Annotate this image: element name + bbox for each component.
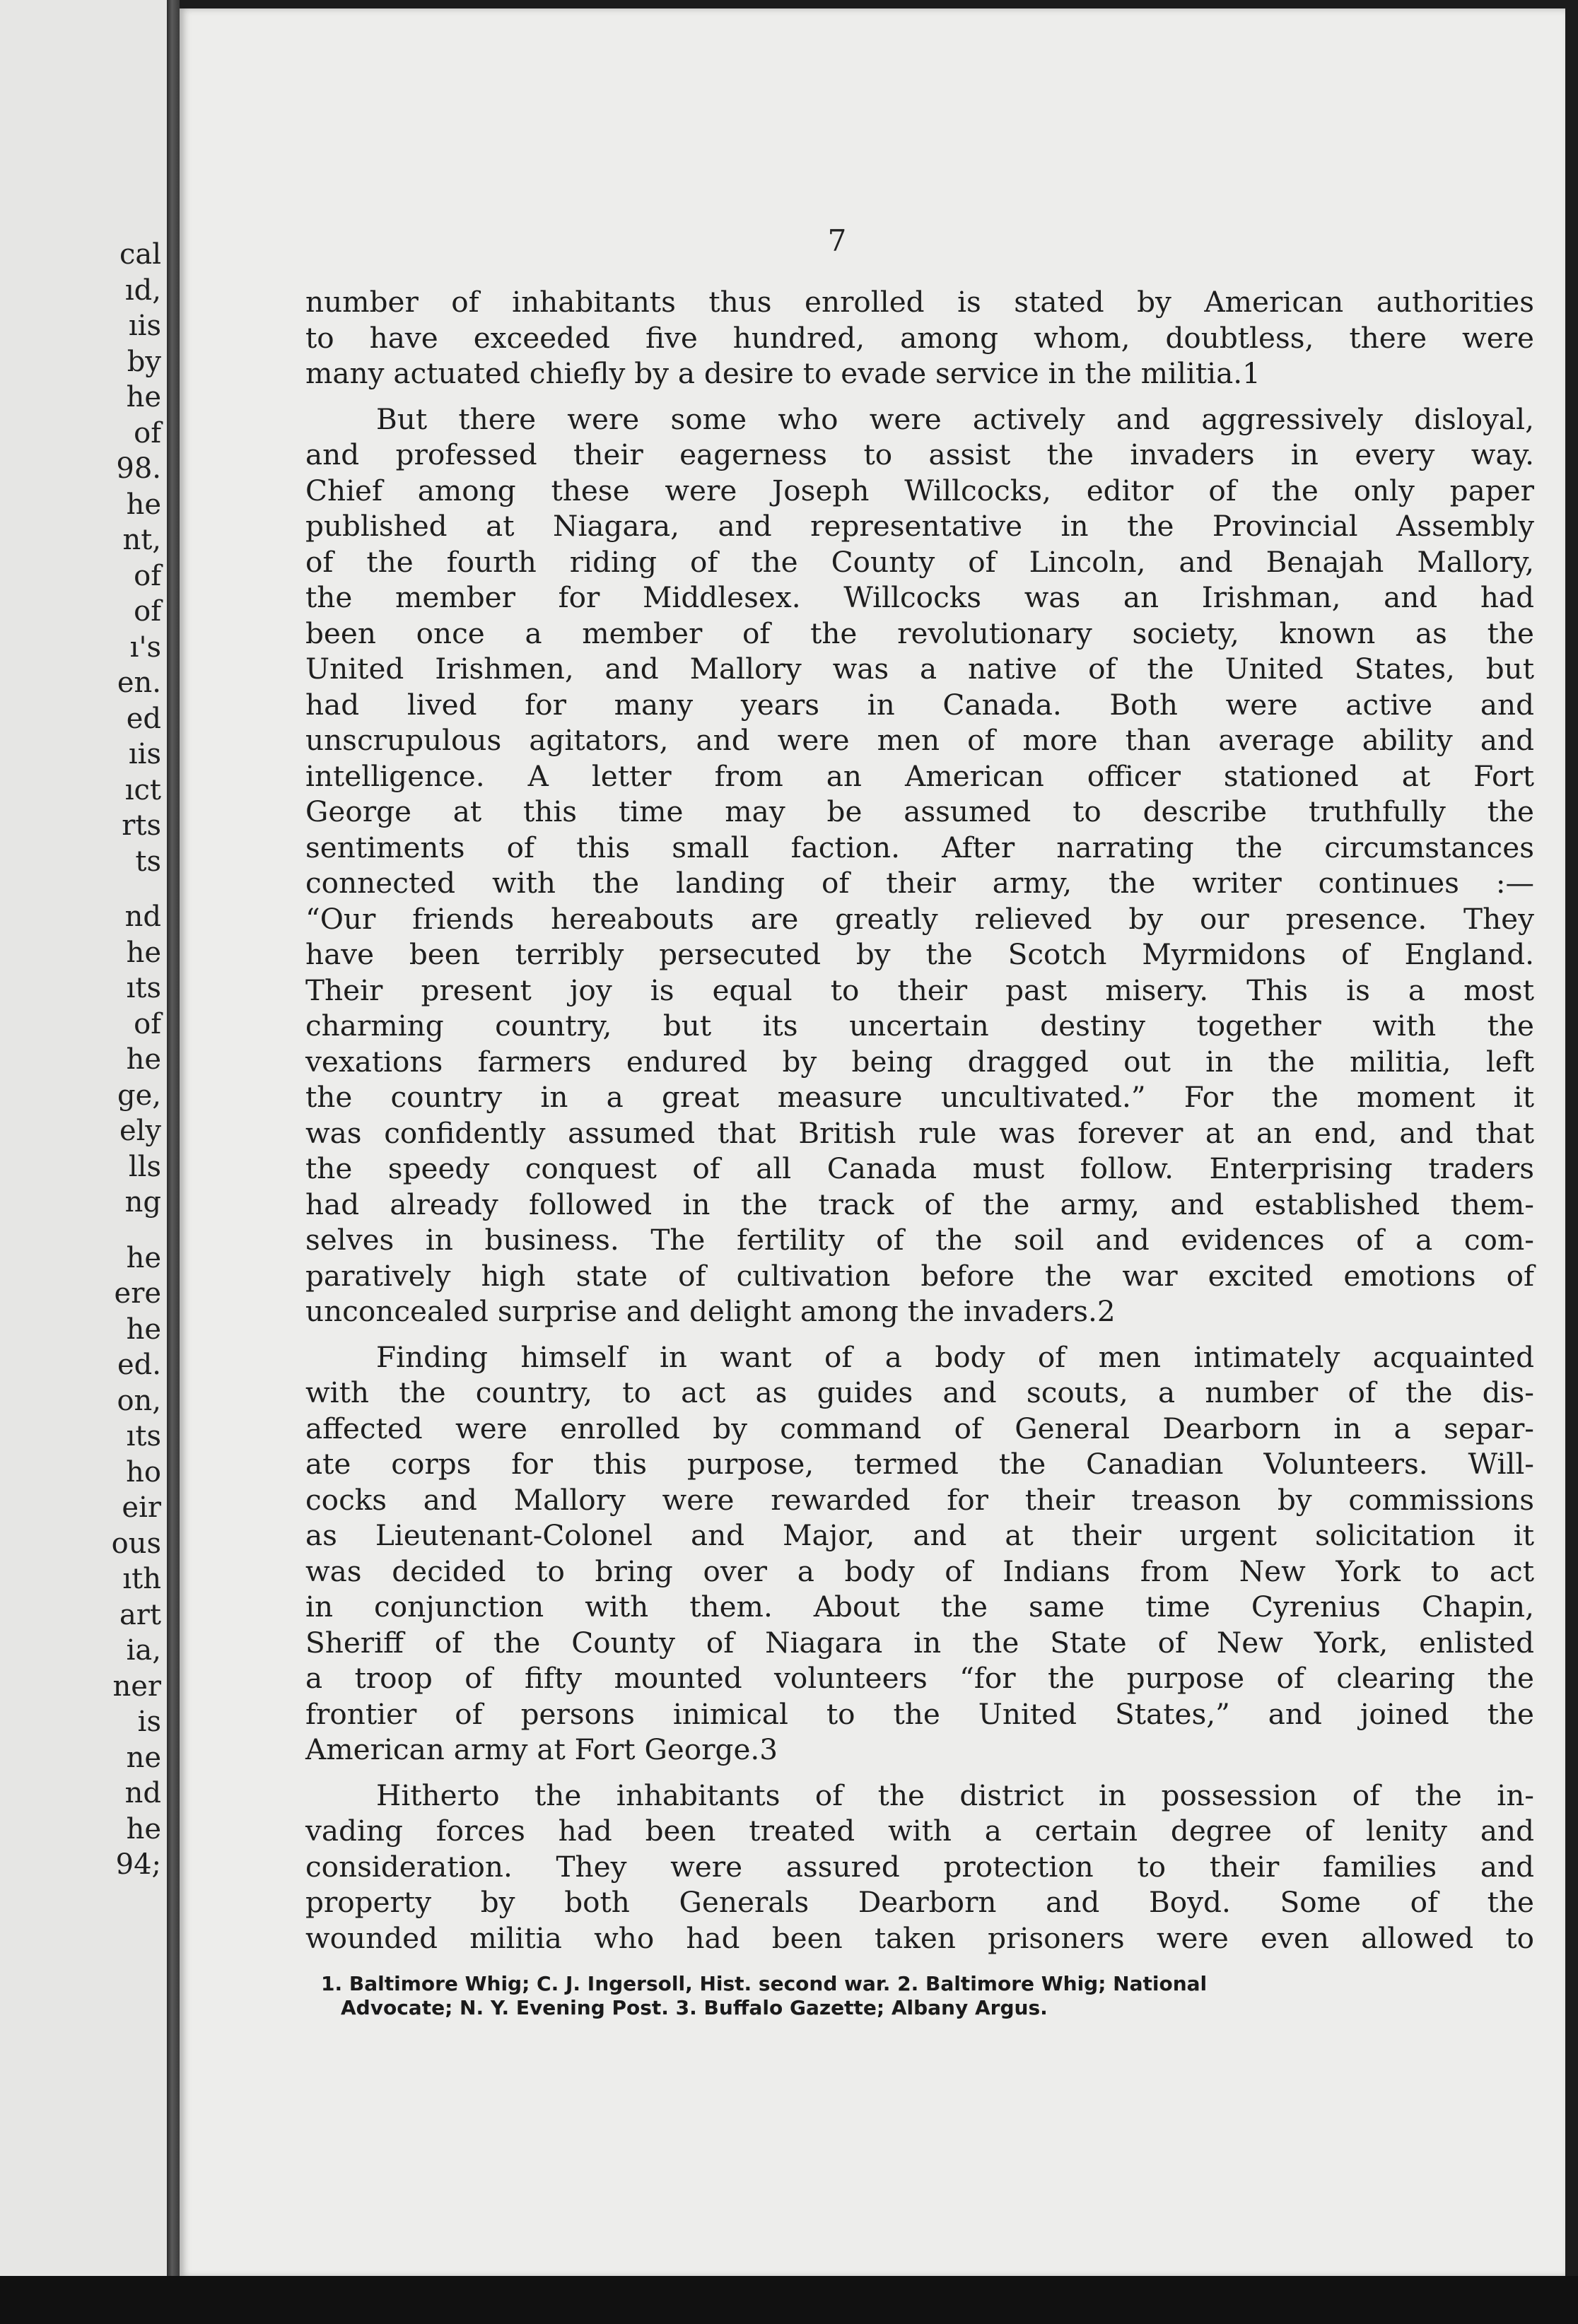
text-line: selves in business. The fertility of the soil and evidences of a com- [305, 1223, 1534, 1257]
paragraph-gap [305, 1768, 1534, 1778]
text-line: “Our friends hereabouts are greatly relieved by our presence. They [305, 901, 1534, 936]
right-page [180, 8, 1565, 2277]
left-page-fragment: nd [124, 1777, 161, 1809]
left-page-fragment: he [126, 1313, 161, 1346]
left-page-fragment: of [134, 416, 161, 450]
footnotes [321, 1972, 1544, 2020]
text-line: property by both Generals Dearborn and Boyd. Some of the [305, 1885, 1534, 1919]
text-line: Finding himself in want of a body of men intimately acquainted [376, 1339, 1534, 1374]
left-page-fragment: ı's [129, 630, 161, 664]
left-page-fragment: ho [126, 1455, 161, 1489]
left-page-fragment: ıis [128, 738, 161, 770]
left-page-fragment: nd [124, 900, 161, 933]
left-page-fragment: ıts [126, 1420, 161, 1452]
left-page-fragment: he [126, 1241, 161, 1274]
left-page-fragment: art [119, 1598, 161, 1631]
text-line: frontier of persons inimical to the United States,” and joined the [305, 1696, 1534, 1731]
text-line: in conjunction with them. About the same time Cyrenius Chapin, [305, 1590, 1534, 1624]
text-line: affected were enrolled by command of General Dearborn in a separ- [305, 1411, 1534, 1445]
left-page-fragment: of [134, 1007, 161, 1040]
left-page-fragment: ere [114, 1277, 161, 1310]
left-page-fragment: ely [119, 1115, 161, 1147]
left-page [0, 0, 167, 2276]
left-page-fragment: en. [117, 667, 161, 699]
text-line: the speedy conquest of all Canada must follow. Enterprising traders [305, 1151, 1534, 1185]
text-line: wounded militia who had been taken prisoners were even allowed to [305, 1920, 1534, 1955]
text-line: to have exceeded five hundred, among whom, doubtless, there were [305, 320, 1534, 355]
footnote-line: Advocate; N. Y. Evening Post. 3. Buffalo Gazette; Albany Argus. [341, 1996, 1048, 2019]
text-line: of the fourth riding of the County of Lincoln, and Benajah Mallory, [305, 544, 1534, 579]
left-page-fragment: ed [126, 702, 161, 735]
fragment-gap [76, 1221, 161, 1240]
body-text [305, 284, 1534, 1956]
left-page-fragment: ne [126, 1741, 161, 1774]
text-line: been once a member of the revolutionary society, known as the [305, 616, 1534, 650]
footnote-line: 1. Baltimore Whig; C. J. Ingersoll, Hist. second war. 2. Baltimore Whig; National [321, 1972, 1208, 1995]
text-line: as Lieutenant-Colonel and Major, and at their urgent solicitation it [305, 1518, 1534, 1552]
text-line: a troop of fifty mounted volunteers “for the purpose of clearing the [305, 1661, 1534, 1695]
left-page-fragment: ıts [126, 972, 161, 1004]
left-page-fragment: he [126, 936, 161, 969]
left-page-fragment: he [126, 488, 161, 521]
left-page-fragment: nt, [122, 524, 161, 556]
left-page-fragment: ia, [126, 1634, 161, 1667]
text-line: Sheriff of the County of Niagara in the State of New York, enlisted [305, 1625, 1534, 1660]
text-line: the country in a great measure uncultivated.” For the moment it [305, 1080, 1534, 1114]
text-line: unconcealed surprise and delight among the invaders.2 [305, 1294, 1116, 1328]
text-line: had lived for many years in Canada. Both were active and [305, 687, 1534, 722]
text-line: was decided to bring over a body of Indians from New York to act [305, 1554, 1534, 1588]
text-line: intelligence. A letter from an American officer stationed at Fort [305, 758, 1534, 793]
left-page-fragment: 94; [115, 1848, 161, 1881]
left-page-fragment: ıct [124, 773, 161, 806]
fragment-gap [76, 879, 161, 899]
text-line: number of inhabitants thus enrolled is stated by American authorities [305, 285, 1534, 319]
left-page-fragment: on, [117, 1384, 161, 1417]
left-page-fragment: ng [124, 1186, 161, 1219]
text-line: American army at Fort George.3 [305, 1732, 778, 1766]
text-line: published at Niagara, and representative in the Provincial Assembly [305, 509, 1534, 543]
text-line: paratively high state of cultivation before the war excited emotions of [305, 1258, 1534, 1293]
left-page-fragment: ıd, [124, 274, 161, 307]
text-line: But there were some who were actively and aggressively disloyal, [376, 401, 1534, 436]
paragraph-gap [305, 392, 1534, 401]
paragraph-gap [305, 1330, 1534, 1339]
text-line: unscrupulous agitators, and were men of more than average ability and [305, 723, 1534, 757]
left-page-fragment: is [137, 1706, 161, 1738]
text-line: Chief among these were Joseph Willcocks, editor of the only paper [305, 473, 1534, 507]
text-line: have been terribly persecuted by the Scotch Myrmidons of England. [305, 937, 1534, 971]
left-page-fragment: ts [135, 845, 161, 878]
left-page-fragment: 98. [116, 452, 161, 485]
left-page-fragment: of [134, 595, 161, 628]
text-line: George at this time may be assumed to describe truthfully the [305, 794, 1534, 828]
left-page-fragment: he [126, 1043, 161, 1076]
text-line: Hitherto the inhabitants of the district in possession of the in- [376, 1778, 1534, 1812]
text-line: sentiments of this small faction. After narrating the circumstances [305, 830, 1534, 864]
text-line: and professed their eagerness to assist the invaders in every way. [305, 438, 1534, 471]
text-line: Their present joy is equal to their past misery. This is a most [305, 973, 1534, 1007]
left-page-fragment: by [127, 345, 161, 378]
text-line: had already followed in the track of the army, and established them- [305, 1187, 1534, 1221]
left-page-fragment: lls [128, 1150, 161, 1183]
text-line: vexations farmers endured by being dragged out in the militia, left [305, 1044, 1534, 1079]
left-page-text-fragments [76, 237, 161, 1883]
left-page-fragment: cal [119, 238, 161, 271]
text-line: connected with the landing of their army, the writer continues :— [305, 866, 1534, 900]
text-line: consideration. They were assured protection to their families and [305, 1849, 1534, 1884]
left-page-fragment: rts [122, 809, 161, 842]
left-page-fragment: he [126, 1812, 161, 1845]
left-page-fragment: ıth [122, 1563, 161, 1595]
text-line: cocks and Mallory were rewarded for their treason by commissions [305, 1482, 1534, 1517]
page-number: 7 [827, 223, 847, 258]
left-page-fragment: ıis [128, 310, 161, 342]
text-line: vading forces had been treated with a certain degree of lenity and [305, 1814, 1534, 1848]
left-page-fragment: ous [111, 1527, 161, 1560]
book-gutter [167, 0, 180, 2276]
left-page-fragment: ed. [117, 1349, 161, 1381]
left-page-fragment: he [126, 381, 161, 413]
text-line: United Irishmen, and Mallory was a native of the United States, but [305, 652, 1534, 686]
scan-bottom-edge [0, 2276, 1578, 2324]
text-line: ate corps for this purpose, termed the Canadian Volunteers. Will- [305, 1447, 1534, 1481]
text-line: with the country, to act as guides and scouts, a number of the dis- [305, 1375, 1534, 1409]
text-line: many actuated chiefly by a desire to evade service in the militia.1 [305, 356, 1261, 390]
left-page-fragment: ner [112, 1669, 161, 1703]
text-line: charming country, but its uncertain destiny together with the [305, 1009, 1534, 1043]
left-page-fragment: ge, [117, 1079, 161, 1112]
text-line: was confidently assumed that British rule was forever at an end, and that [305, 1115, 1534, 1150]
left-page-fragment: eir [122, 1491, 161, 1524]
text-line: the member for Middlesex. Willcocks was an Irishman, and had [305, 580, 1534, 614]
left-page-fragment: of [134, 559, 161, 592]
